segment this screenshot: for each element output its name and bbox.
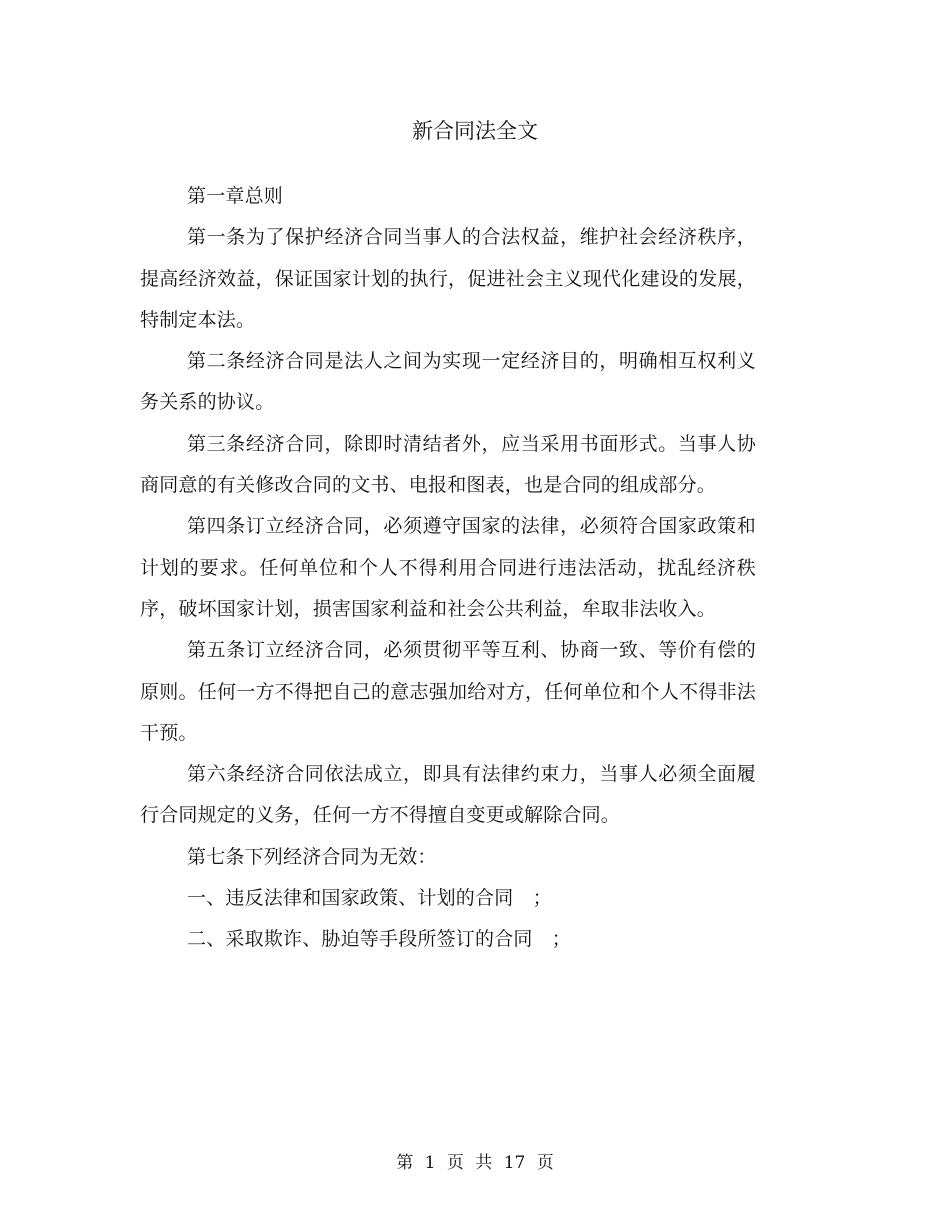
article-1: 第一条为了保护经济合同当事人的合法权益，维护社会经济秩序，提高经济效益，保证国家计划的执行，促进社会主义现代化建设的发展，特制定本法。 [140,226,756,331]
chapter-heading: 第一章总则 [187,185,284,207]
document-title: 新合同法全文 [412,119,538,143]
article-5: 第五条订立经济合同，必须贯彻平等互利、协商一致、等价有偿的原则。任何一方不得把自己的意志强加给对方，任何单位和个人不得非法干预。 [140,639,756,744]
article-3: 第三条经济合同，除即时清结者外，应当采用书面形式。当事人协商同意的有关修改合同的文书、电报和图表，也是合同的组成部分。 [140,432,756,497]
article-7: 第七条下列经济合同为无效： [187,845,437,868]
article-7-item-1: 一、违反法律和国家政策、计划的合同 ； [187,887,552,910]
article-4: 第四条订立经济合同，必须遵守国家的法律，必须符合国家政策和计划的要求。任何单位和个人不得利用合同进行违法活动，扰乱经济秩序，破坏国家计划，损害国家利益和社会公共利益，牟取非法收入。 [140,515,756,620]
document-body [140,176,756,961]
article-2: 第二条经济合同是法人之间为实现一定经济目的，明确相互权利义务关系的协议。 [140,350,756,414]
article-6: 第六条经济合同依法成立，即具有法律约束力，当事人必须全面履行合同规定的义务，任何一方不得擅自变更或解除合同。 [140,763,756,827]
page-number-footer: 第 1 页 共 17 页 [396,1153,554,1173]
article-7-item-2: 二、采取欺诈、胁迫等手段所签订的合同 ； [187,928,572,951]
